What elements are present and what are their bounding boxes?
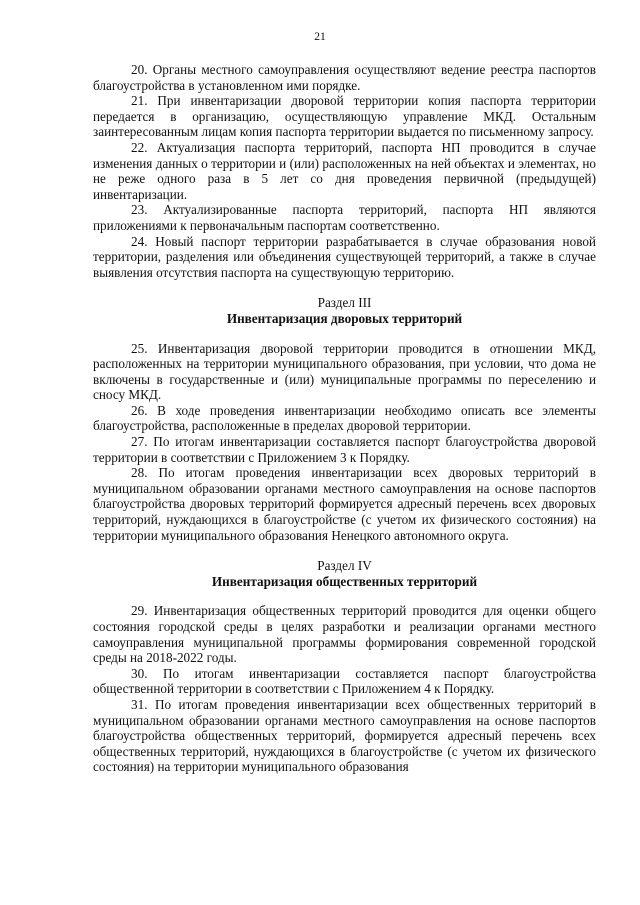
page-number: 21	[314, 31, 326, 43]
paragraph-29: 29. Инвентаризация общественных территорий проводится для оценки общего состояния городской среды в целях разработки и реализации органами местного самоуправления муниципальной программы формирования современной городской среды на 2018-2022 годы.	[93, 603, 596, 666]
paragraph-31: 31. По итогам проведения инвентаризации всех общественных территорий в муниципальном образовании органами местного самоуправления на основе паспортов благоустройства общественных территорий, формируется адресный перечень всех общественных территорий, нуждающихся в благоустройстве (с учетом их физического состояния) на территории муниципального образования	[93, 696, 596, 775]
paragraph-27: 27. По итогам инвентаризации составляется паспорт благоустройства дворовой территории в соответствии с Приложением 3 к Порядку.	[93, 434, 596, 465]
paragraph-30: 30. По итогам инвентаризации составляется паспорт благоустройства общественной территории в соответствии с Приложением 4 к Порядку.	[93, 665, 596, 697]
section-3-label: Раздел III	[317, 295, 372, 311]
paragraph-23: 23. Актуализированные паспорта территорий, паспорта НП являются приложениями к первоначальным паспортам соответственно.	[93, 202, 596, 233]
section-4-title: Инвентаризация общественных территорий	[211, 573, 478, 589]
paragraph-26: 26. В ходе проведения инвентаризации необходимо описать все элементы благоустройства, расположенные в пределах дворовой территории.	[93, 402, 596, 434]
section-4-label: Раздел IV	[317, 558, 372, 574]
paragraph-21: 21. При инвентаризации дворовой территории копия паспорта территории передается в организацию, осуществляющую управление МКД. Остальным заинтересованным лицам копия паспорта территории выдается по письменному запросу.	[93, 93, 596, 140]
paragraph-25: 25. Инвентаризация дворовой территории проводится в отношении МКД, расположенных на территории муниципального образования, при условии, что дома не включены в государственные и (или) муниципальные программы по переселению и сносу МКД.	[93, 340, 596, 403]
section-3-title: Инвентаризация дворовых территорий	[226, 310, 463, 326]
document-body	[93, 62, 596, 775]
paragraph-24: 24. Новый паспорт территории разрабатывается в случае образования новой территории, разделения или объединения существующей территорий, а также в случае выявления отсутствия паспорта на существующую территорию.	[93, 233, 596, 280]
paragraph-20: 20. Органы местного самоуправления осуществляют ведение реестра паспортов благоустройства в установленном ими порядке.	[93, 62, 596, 93]
paragraph-28: 28. По итогам проведения инвентаризации всех дворовых территорий в муниципальном образовании органами местного самоуправления на основе паспортов благоустройства дворовых территорий формируется адресный перечень всех дворовых территорий, нуждающихся в благоустройстве (с учетом их физического состояния) на территории муниципального образования Ненецкого автономного округа.	[93, 465, 596, 543]
paragraph-22: 22. Актуализация паспорта территорий, паспорта НП проводится в случае изменения данных о территории и (или) расположенных на ней объектах и элементах, но не реже одного раза в 5 лет со дня проведения первичной (предыдущей) инвентаризации.	[93, 139, 596, 202]
